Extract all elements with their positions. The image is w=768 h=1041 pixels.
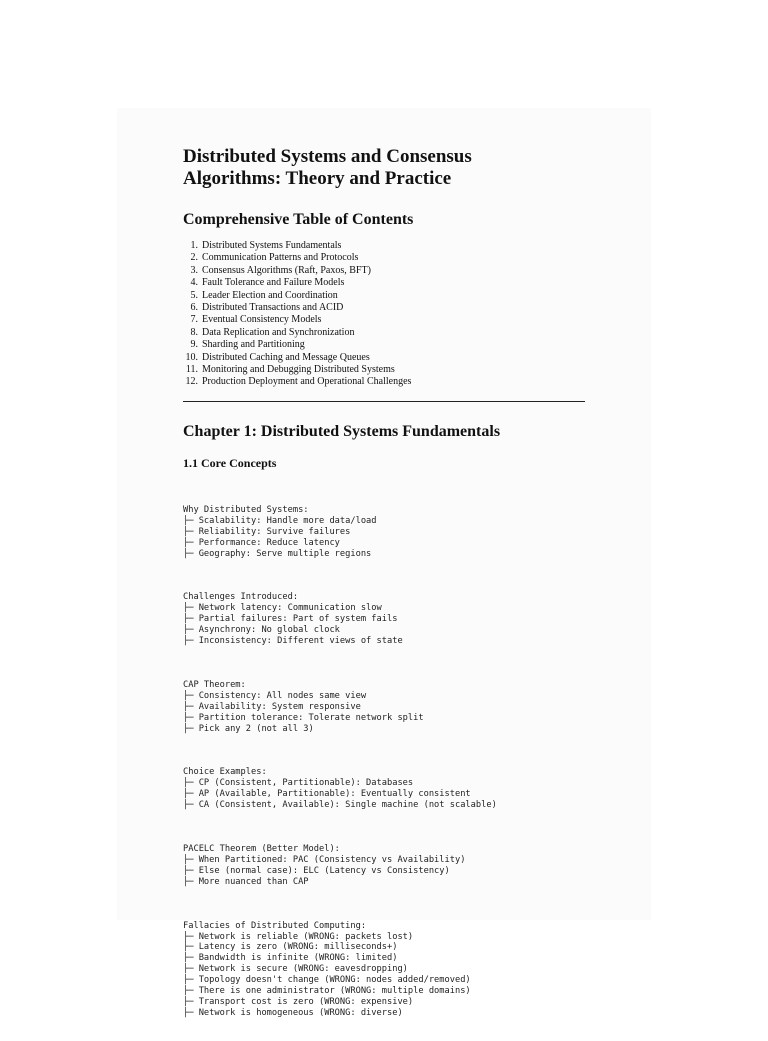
toc-item bbox=[183, 265, 585, 277]
horizontal-rule bbox=[183, 401, 585, 402]
toc-item-number: 3. bbox=[190, 264, 198, 276]
code-line: ├─ Consistency: All nodes same view bbox=[183, 690, 367, 701]
toc-heading: Comprehensive Table of Contents bbox=[183, 211, 414, 228]
code-line: ├─ AP (Available, Partitionable): Eventually consistent bbox=[183, 789, 471, 800]
code-line: ├─ When Partitioned: PAC (Consistency vs Availability) bbox=[183, 854, 466, 865]
code-line: ├─ Scalability: Handle more data/load bbox=[183, 515, 377, 526]
toc-item-label: Distributed Caching and Message Queues bbox=[202, 351, 370, 363]
code-block bbox=[183, 483, 585, 1041]
code-line: ├─ Else (normal case): ELC (Latency vs Consistency) bbox=[183, 865, 450, 876]
toc-item-label: Leader Election and Coordination bbox=[202, 289, 338, 301]
toc-item-label: Distributed Transactions and ACID bbox=[202, 302, 344, 314]
toc-item bbox=[183, 327, 585, 339]
code-group-heading: Why Distributed Systems: bbox=[183, 504, 309, 515]
code-line: ├─ Geography: Serve multiple regions bbox=[183, 548, 372, 559]
code-line: ├─ Pick any 2 (not all 3) bbox=[183, 723, 314, 734]
code-group-heading: CAP Theorem: bbox=[183, 679, 246, 690]
code-group-choice-examples bbox=[183, 767, 585, 811]
toc-item-label: Sharding and Partitioning bbox=[202, 339, 305, 351]
code-group-pacelc bbox=[183, 844, 585, 888]
toc-item bbox=[183, 314, 585, 326]
toc-item-number: 7. bbox=[190, 314, 198, 326]
toc-item-number: 4. bbox=[190, 277, 198, 289]
document-title bbox=[183, 146, 585, 190]
document-title-line-2: Algorithms: Theory and Practice bbox=[183, 168, 452, 189]
toc-item-number: 6. bbox=[190, 302, 198, 314]
code-line: ├─ Performance: Reduce latency bbox=[183, 537, 340, 548]
code-line: ├─ Transport cost is zero (WRONG: expensive) bbox=[183, 997, 414, 1008]
code-line: ├─ Network latency: Communication slow bbox=[183, 603, 382, 614]
toc-item bbox=[183, 364, 585, 376]
code-group-heading: Choice Examples: bbox=[183, 767, 267, 778]
code-group-heading: Challenges Introduced: bbox=[183, 592, 299, 603]
toc-item-label: Data Replication and Synchronization bbox=[202, 326, 355, 338]
code-line: ├─ Latency is zero (WRONG: milliseconds+) bbox=[183, 942, 398, 953]
toc-item bbox=[183, 302, 585, 314]
toc-item-label: Eventual Consistency Models bbox=[202, 314, 322, 326]
toc-item-label: Consensus Algorithms (Raft, Paxos, BFT) bbox=[202, 264, 371, 276]
code-group-cap-theorem bbox=[183, 680, 585, 735]
document-page bbox=[117, 108, 651, 1019]
code-line: ├─ Reliability: Survive failures bbox=[183, 526, 351, 537]
toc-item-number: 11. bbox=[185, 364, 198, 376]
code-line: ├─ Asynchrony: No global clock bbox=[183, 625, 340, 636]
toc-item bbox=[183, 376, 585, 388]
toc-item bbox=[183, 252, 585, 264]
chapter-title: Chapter 1: Distributed Systems Fundamentals bbox=[183, 422, 501, 440]
code-group-why-distributed bbox=[183, 505, 585, 560]
code-group-fallacies bbox=[183, 921, 585, 1019]
toc-item-label: Monitoring and Debugging Distributed Systems bbox=[202, 364, 395, 376]
code-group-heading: Fallacies of Distributed Computing: bbox=[183, 920, 367, 931]
toc-item bbox=[183, 352, 585, 364]
section-title: 1.1 Core Concepts bbox=[183, 455, 277, 470]
page-content bbox=[183, 146, 585, 1041]
code-line: ├─ Partition tolerance: Tolerate network split bbox=[183, 712, 424, 723]
code-line: ├─ Network is reliable (WRONG: packets lost) bbox=[183, 931, 414, 942]
code-line: ├─ Bandwidth is infinite (WRONG: limited) bbox=[183, 953, 398, 964]
code-group-challenges bbox=[183, 592, 585, 647]
toc-item bbox=[183, 339, 585, 351]
toc-item-number: 1. bbox=[190, 240, 198, 251]
toc-item-label: Production Deployment and Operational Challenges bbox=[202, 376, 412, 388]
toc-item-number: 10. bbox=[185, 351, 198, 363]
toc-item-label: Communication Patterns and Protocols bbox=[202, 252, 359, 264]
code-line: ├─ Topology doesn't change (WRONG: nodes added/removed) bbox=[183, 975, 471, 986]
code-group-heading: PACELC Theorem (Better Model): bbox=[183, 843, 340, 854]
code-line: ├─ CP (Consistent, Partitionable): Databases bbox=[183, 778, 414, 789]
code-line: ├─ Availability: System responsive bbox=[183, 701, 361, 712]
code-line: ├─ More nuanced than CAP bbox=[183, 876, 309, 887]
toc-item-number: 5. bbox=[190, 289, 198, 301]
toc-item-label: Fault Tolerance and Failure Models bbox=[202, 277, 345, 289]
toc-item-label: Distributed Systems Fundamentals bbox=[202, 240, 342, 251]
toc-item-number: 9. bbox=[190, 339, 198, 351]
toc-item bbox=[183, 240, 585, 252]
toc-item-number: 12. bbox=[185, 376, 198, 388]
code-line: ├─ CA (Consistent, Available): Single machine (not scalable) bbox=[183, 800, 497, 811]
code-line: ├─ Network is secure (WRONG: eavesdropping) bbox=[183, 964, 408, 975]
table-of-contents bbox=[183, 240, 585, 389]
code-line: ├─ Partial failures: Part of system fails bbox=[183, 614, 398, 625]
document-title-line-1: Distributed Systems and Consensus bbox=[183, 146, 472, 167]
code-line: ├─ Network is homogeneous (WRONG: diverse) bbox=[183, 1008, 403, 1019]
code-line: ├─ Inconsistency: Different views of state bbox=[183, 636, 403, 647]
toc-item-number: 2. bbox=[190, 252, 198, 264]
code-line: ├─ There is one administrator (WRONG: multiple domains) bbox=[183, 986, 471, 997]
toc-item bbox=[183, 277, 585, 289]
toc-item-number: 8. bbox=[190, 326, 198, 338]
toc-item bbox=[183, 290, 585, 302]
